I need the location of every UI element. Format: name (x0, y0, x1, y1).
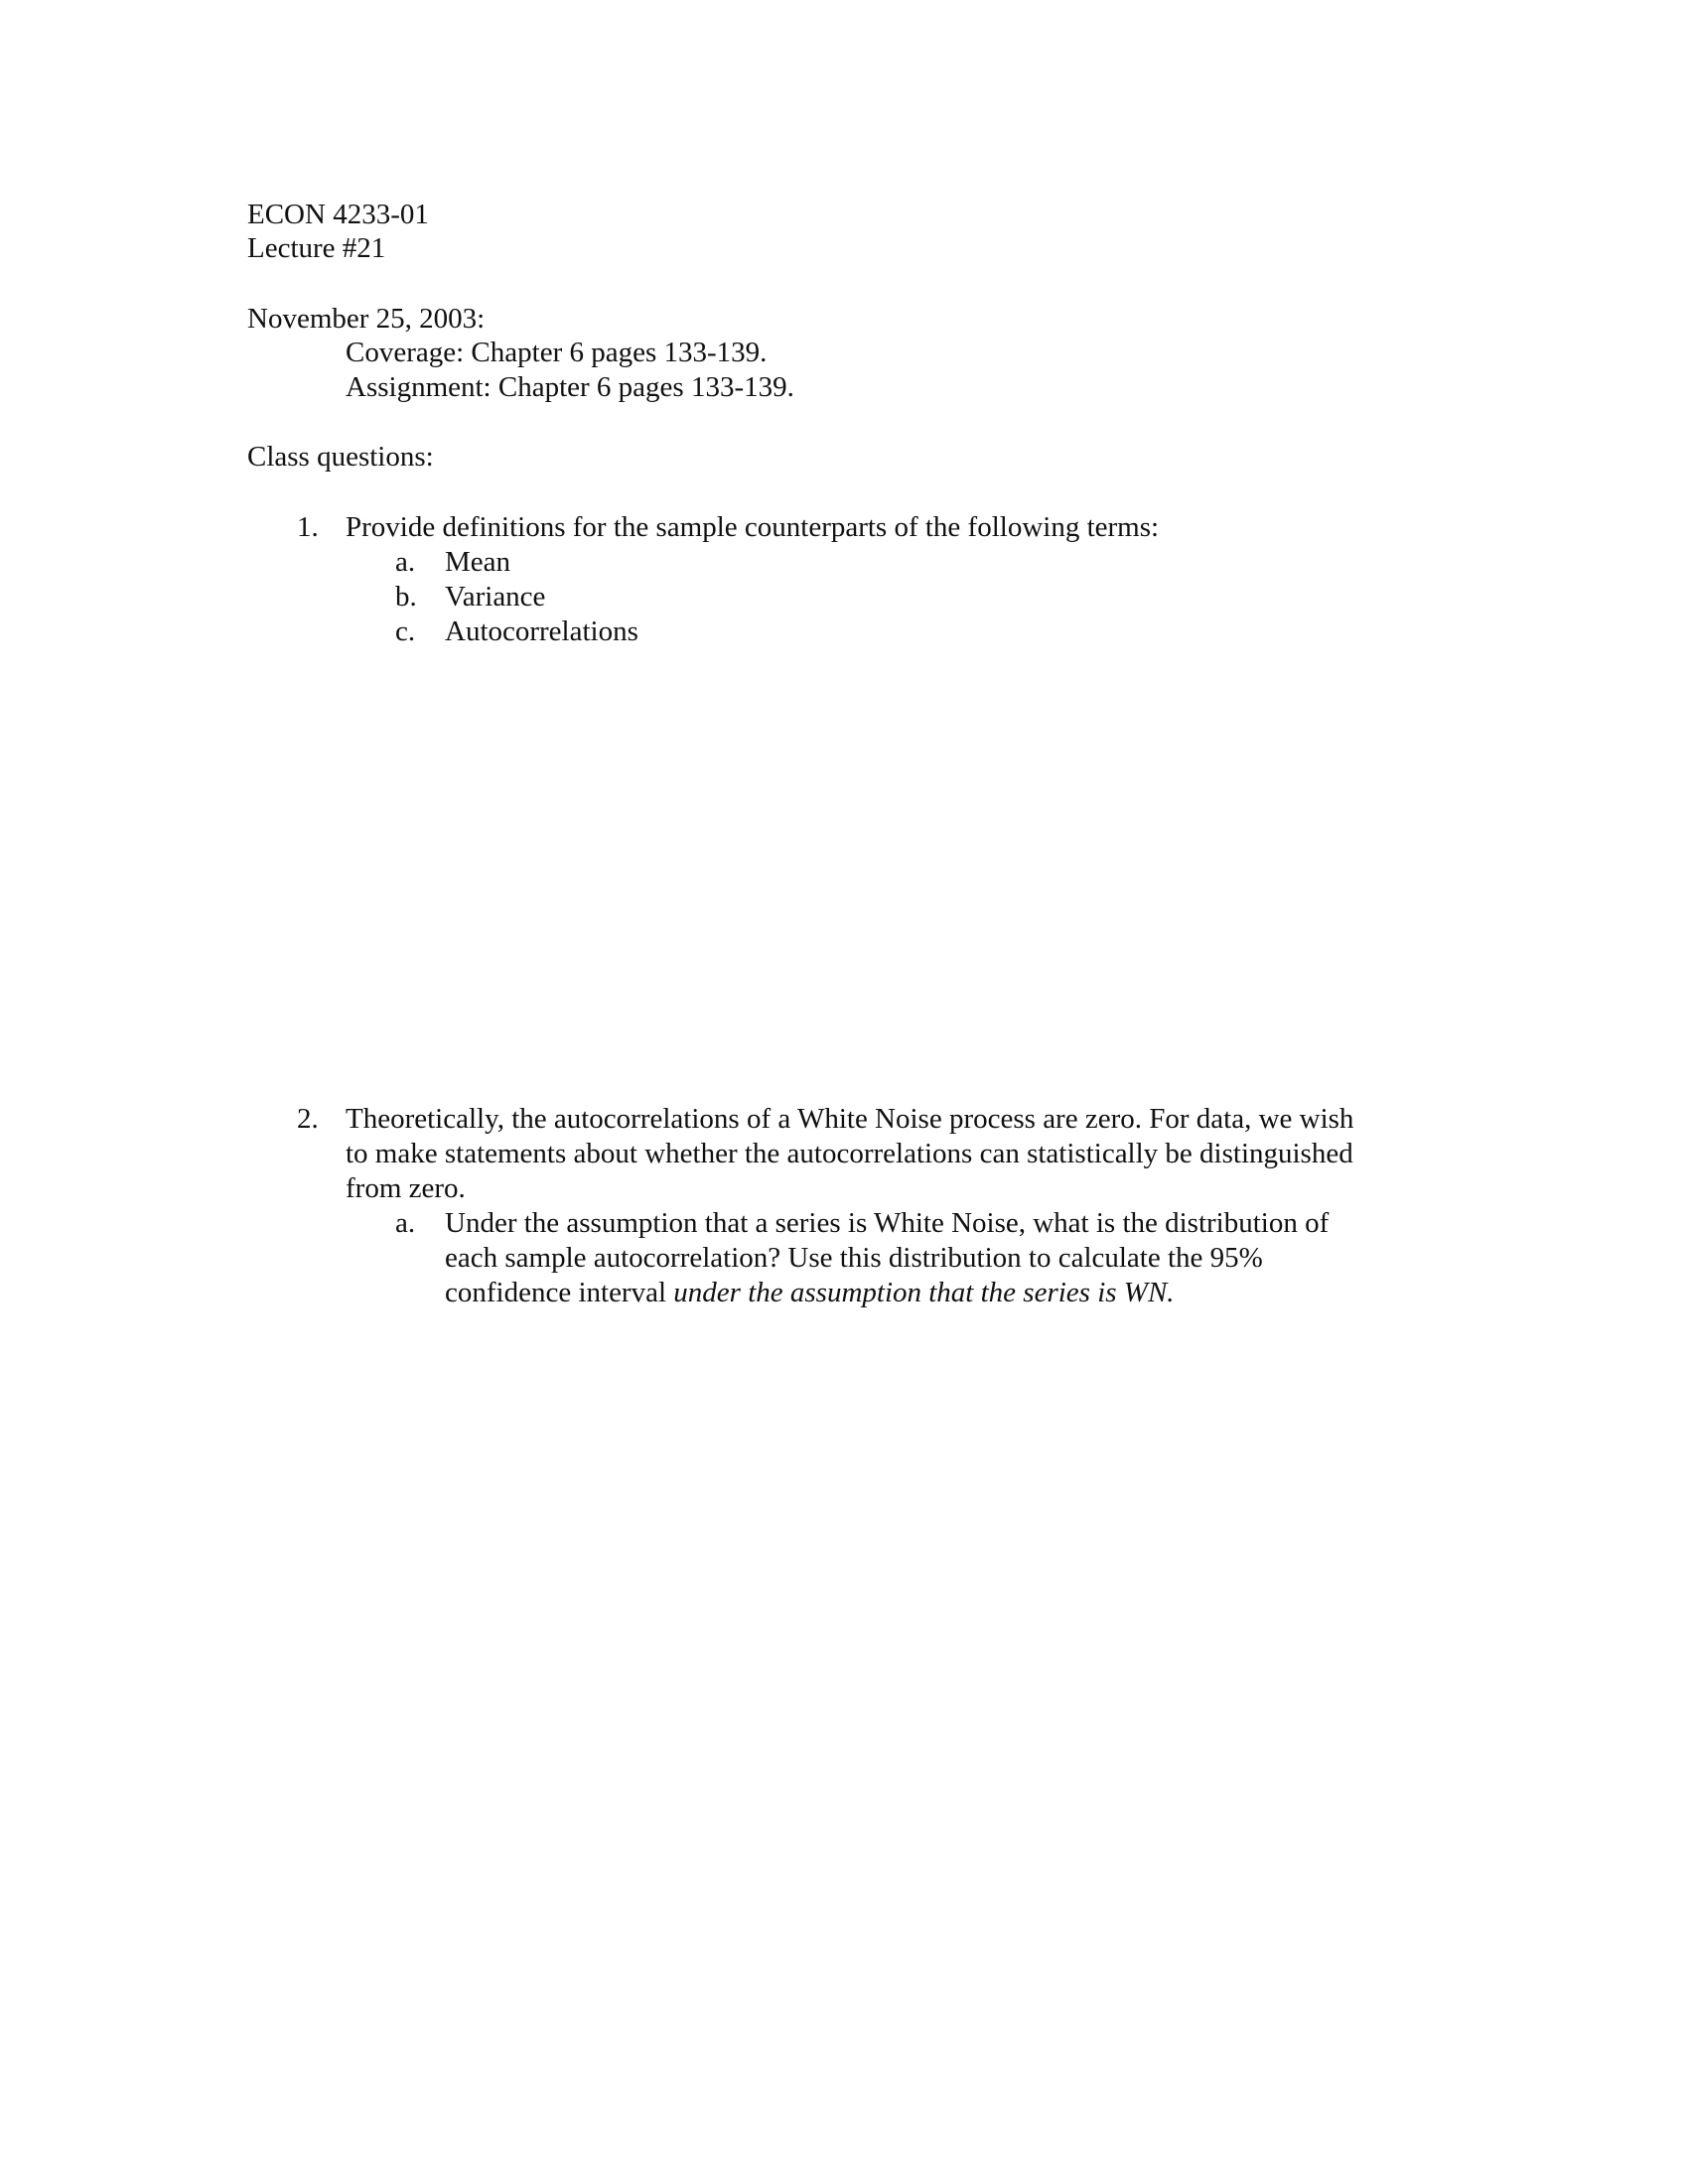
q1-item-b-text: Variance (445, 581, 546, 613)
question-2-line-3: from zero. (346, 1172, 466, 1204)
q2-item-a-line-3 (445, 1276, 1175, 1310)
question-2-line-1: Theoretically, the autocorrelations of a White Noise process are zero. For data, we wish (346, 1103, 1354, 1135)
q1-item-a-letter: a. (395, 546, 416, 578)
lecture-date: November 25, 2003: (247, 303, 486, 335)
coverage-line: Coverage: Chapter 6 pages 133-139. (346, 337, 768, 368)
q2-item-a-line-2: each sample autocorrelation? Use this distribution to calculate the 95% (445, 1242, 1263, 1274)
class-questions-heading: Class questions: (247, 441, 434, 473)
q2-item-a-line-3-plain: confidence interval (445, 1277, 674, 1308)
q1-item-a-text: Mean (445, 546, 511, 578)
q1-item-b-letter: b. (395, 581, 417, 613)
course-code: ECON 4233-01 (247, 199, 429, 230)
q2-item-a-letter: a. (395, 1207, 416, 1239)
question-1-number: 1. (297, 511, 319, 543)
question-2-line-2: to make statements about whether the autocorrelations can statistically be distinguished (346, 1138, 1353, 1169)
lecture-number: Lecture #21 (247, 232, 386, 264)
q1-item-c-text: Autocorrelations (445, 615, 638, 647)
question-2-number: 2. (297, 1103, 319, 1135)
q2-item-a-line-3-italic: under the assumption that the series is WN. (673, 1277, 1175, 1308)
q1-item-c-letter: c. (395, 615, 416, 647)
q2-item-a-line-1: Under the assumption that a series is White Noise, what is the distribution of (445, 1207, 1330, 1239)
assignment-line: Assignment: Chapter 6 pages 133-139. (346, 371, 794, 403)
question-1-text: Provide definitions for the sample counterparts of the following terms: (346, 511, 1160, 543)
